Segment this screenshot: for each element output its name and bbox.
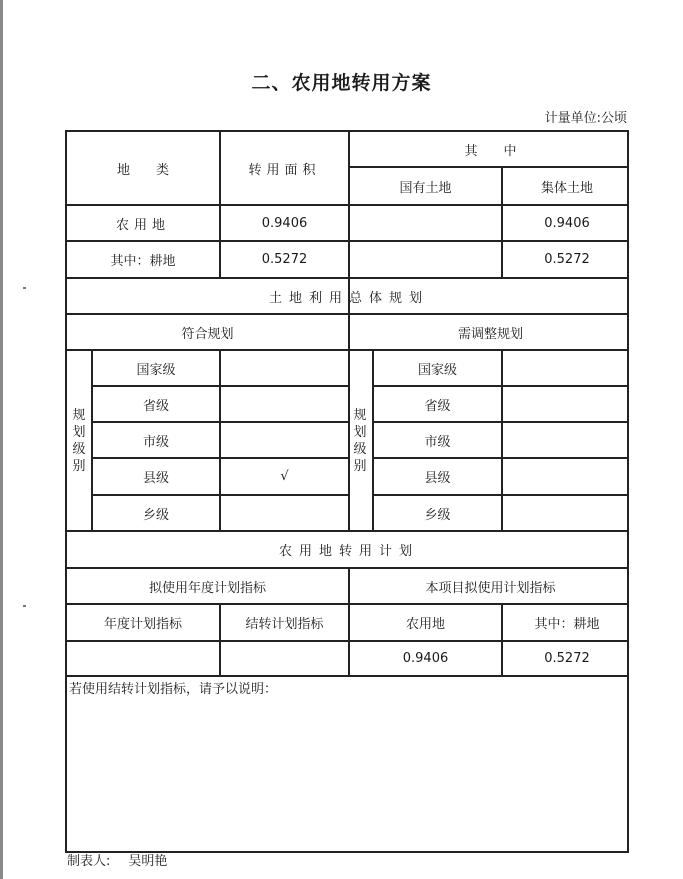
project-quota-header: 本项目拟使用计划指标 — [425, 580, 556, 596]
planning-conform-header: 符合规划 — [181, 326, 234, 342]
carryover-plan-header: 结转计划指标 — [245, 617, 324, 632]
conform-level-municipal: 市级 — [142, 434, 169, 450]
carryover-note: 若使用结转计划指标，请予以说明： — [69, 682, 278, 697]
preparer-name: 吴明艳 — [128, 854, 168, 869]
header-state-land: 国有土地 — [399, 180, 452, 196]
footer-preparer — [67, 850, 167, 869]
row-farmland-state — [350, 206, 501, 240]
row-cultivated-area: 0.5272 — [261, 252, 308, 267]
conform-level-township: 乡级 — [142, 507, 169, 523]
carryover-plan-value — [221, 642, 348, 675]
scan-speck — [23, 605, 26, 607]
scan-speck — [23, 287, 26, 289]
conform-mark-county: √ — [280, 469, 289, 484]
conform-mark — [221, 387, 348, 421]
conform-mark — [221, 351, 348, 385]
adjust-mark — [503, 387, 629, 421]
adjust-level-municipal: 市级 — [424, 434, 451, 450]
conversion-plan-title: 农用地转用计划 — [278, 544, 419, 559]
row-farmland-collective: 0.9406 — [544, 215, 590, 231]
plan-cultivated-value: 0.5272 — [544, 651, 590, 666]
adjust-level-county: 县级 — [424, 471, 451, 486]
planning-adjust-header: 需调整规划 — [457, 326, 523, 342]
annual-plan-header: 年度计划指标 — [103, 617, 182, 632]
preparer-label: 制表人: — [67, 854, 111, 869]
adjust-level-national: 国家级 — [417, 362, 457, 378]
row-farmland-area: 0.9406 — [261, 215, 308, 231]
adjust-mark — [503, 496, 629, 530]
header-collective-land: 集体土地 — [540, 180, 593, 196]
plan-farmland-value: 0.9406 — [402, 651, 449, 666]
row-cultivated-label: 其中：耕地 — [110, 254, 176, 269]
conform-level-label: 规划级别 — [72, 407, 86, 474]
plan-cultivated-header: 其中：耕地 — [534, 617, 600, 632]
unit-label: 计量单位:公顷 — [544, 111, 627, 126]
header-converted-area: 转用面积 — [248, 162, 321, 178]
header-of-which: 其 中 — [464, 143, 517, 159]
conform-level-provincial: 省级 — [142, 398, 169, 414]
row-farmland-label: 农用地 — [115, 217, 170, 233]
adjust-mark — [503, 459, 629, 494]
conform-level-national: 国家级 — [136, 362, 176, 378]
conform-level-county: 县级 — [142, 471, 169, 486]
page-title: 二、农用地转用方案 — [251, 72, 432, 94]
row-cultivated-collective: 0.5272 — [544, 252, 590, 267]
page-edge — [0, 0, 3, 879]
conversion-table — [65, 130, 629, 853]
conform-mark — [221, 496, 348, 530]
plan-farmland-header: 农用地 — [405, 617, 445, 632]
adjust-mark — [503, 351, 629, 385]
planning-section-title: 土地利用总体规划 — [268, 290, 429, 306]
grid-line — [67, 675, 629, 677]
conform-mark — [221, 423, 348, 457]
adjust-mark — [503, 423, 629, 457]
annual-plan-value — [67, 642, 219, 675]
header-land-type: 地 类 — [116, 162, 169, 178]
adjust-level-label: 规划级别 — [353, 407, 367, 474]
annual-quota-header: 拟使用年度计划指标 — [148, 580, 266, 596]
adjust-level-township: 乡级 — [424, 507, 451, 523]
adjust-level-provincial: 省级 — [424, 398, 451, 414]
row-cultivated-state — [350, 242, 501, 277]
